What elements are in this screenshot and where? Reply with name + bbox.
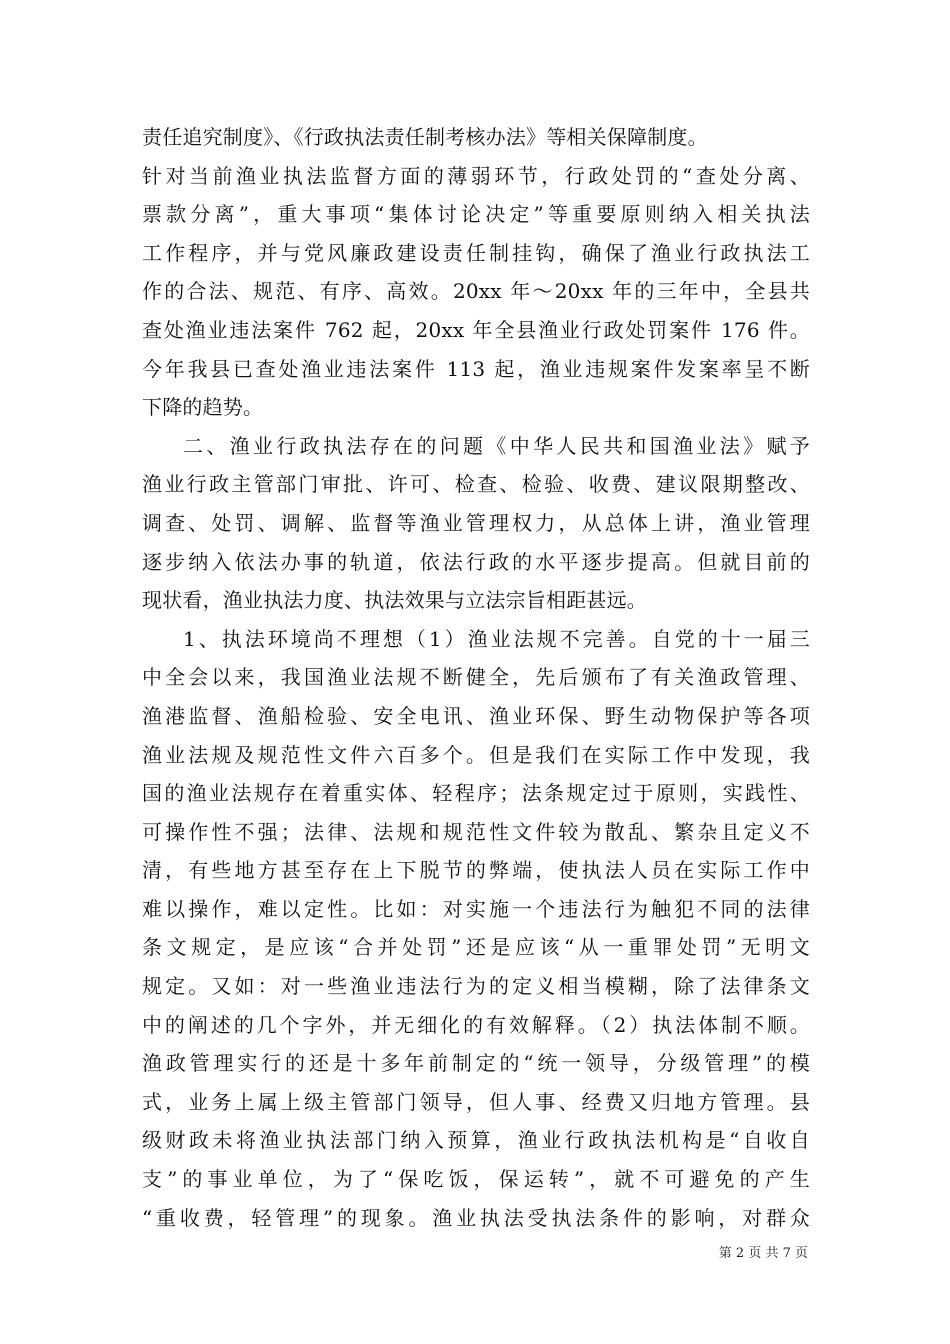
page-number: 第 2 页 共 7 页 [718, 1246, 808, 1261]
text-line: 渔港监督、渔船检验、安全电讯、渔业环保、野生动物保护等各项 [142, 703, 810, 728]
text-line: 渔业法规及规范性文件六百多个。但是我们在实际工作中发现，我 [142, 742, 810, 767]
text-line: 渔业行政主管部门审批、许可、检查、检验、收费、建议限期整改、 [142, 472, 810, 497]
text-line: 清，有些地方甚至存在上下脱节的弊端，使执法人员在实际工作中 [142, 858, 810, 883]
text-line: 查处渔业违法案件 762 起，20xx 年全县渔业行政处罚案件 176 件。 [142, 317, 810, 342]
text-line: 国的渔业法规存在着重实体、轻程序；法条规定过于原则，实践性、 [142, 781, 810, 806]
text-line: 票款分离”，重大事项“集体讨论决定”等重要原则纳入相关执法 [142, 202, 810, 227]
text-line: 条文规定，是应该“合并处罚”还是应该“从一重罪处罚”无明文 [142, 935, 810, 960]
text-line: 1、执法环境尚不理想（1）渔业法规不完善。自党的十一届三 [183, 626, 810, 651]
text-line: 级财政未将渔业执法部门纳入预算，渔业行政执法机构是“自收自 [142, 1128, 810, 1153]
text-line: 中全会以来，我国渔业法规不断健全，先后颁布了有关渔政管理、 [142, 665, 810, 690]
text-line: 责任追究制度》、《行政执法责任制考核办法》等相关保障制度。 [142, 125, 708, 149]
body-text [142, 118, 810, 1237]
text-line: 中的阐述的几个字外，并无细化的有效解释。（2）执法体制不顺。 [142, 1012, 810, 1037]
text-line: 二、渔业行政执法存在的问题《中华人民共和国渔业法》赋予 [183, 433, 810, 458]
text-line: 规定。又如：对一些渔业违法行为的定义相当模糊，除了法律条文 [142, 974, 810, 999]
text-line: 式，业务上属上级主管部门领导，但人事、经费又归地方管理。县 [142, 1089, 810, 1114]
text-line: 作的合法、规范、有序、高效。20xx 年～20xx 年的三年中，全县共 [142, 279, 810, 304]
text-line: 可操作性不强；法律、法规和规范性文件较为散乱、繁杂且定义不 [142, 819, 810, 844]
text-line: 调查、处罚、调解、监督等渔业管理权力，从总体上讲，渔业管理 [142, 510, 810, 535]
text-line: 今年我县已查处渔业违法案件 113 起，渔业违规案件发案率呈不断 [142, 356, 810, 381]
text-line: 逐步纳入依法办事的轨道，依法行政的水平逐步提高。但就目前的 [142, 549, 810, 574]
text-line: 下降的趋势。 [142, 395, 264, 420]
text-line: 针对当前渔业执法监督方面的薄弱环节，行政处罚的“查处分离、 [142, 163, 810, 188]
text-line: “重收费，轻管理”的现象。渔业执法受执法条件的影响，对群众 [142, 1205, 810, 1230]
text-line: 工作程序，并与党风廉政建设责任制挂钩，确保了渔业行政执法工 [142, 240, 810, 265]
text-line: 支”的事业单位，为了“保吃饭，保运转”，就不可避免的产生 [142, 1167, 810, 1192]
text-line: 渔政管理实行的还是十多年前制定的“统一领导，分级管理”的模 [142, 1051, 810, 1076]
text-line: 现状看，渔业执法力度、执法效果与立法宗旨相距甚远。 [142, 588, 647, 613]
text-line: 难以操作，难以定性。比如：对实施一个违法行为触犯不同的法律 [142, 896, 810, 921]
